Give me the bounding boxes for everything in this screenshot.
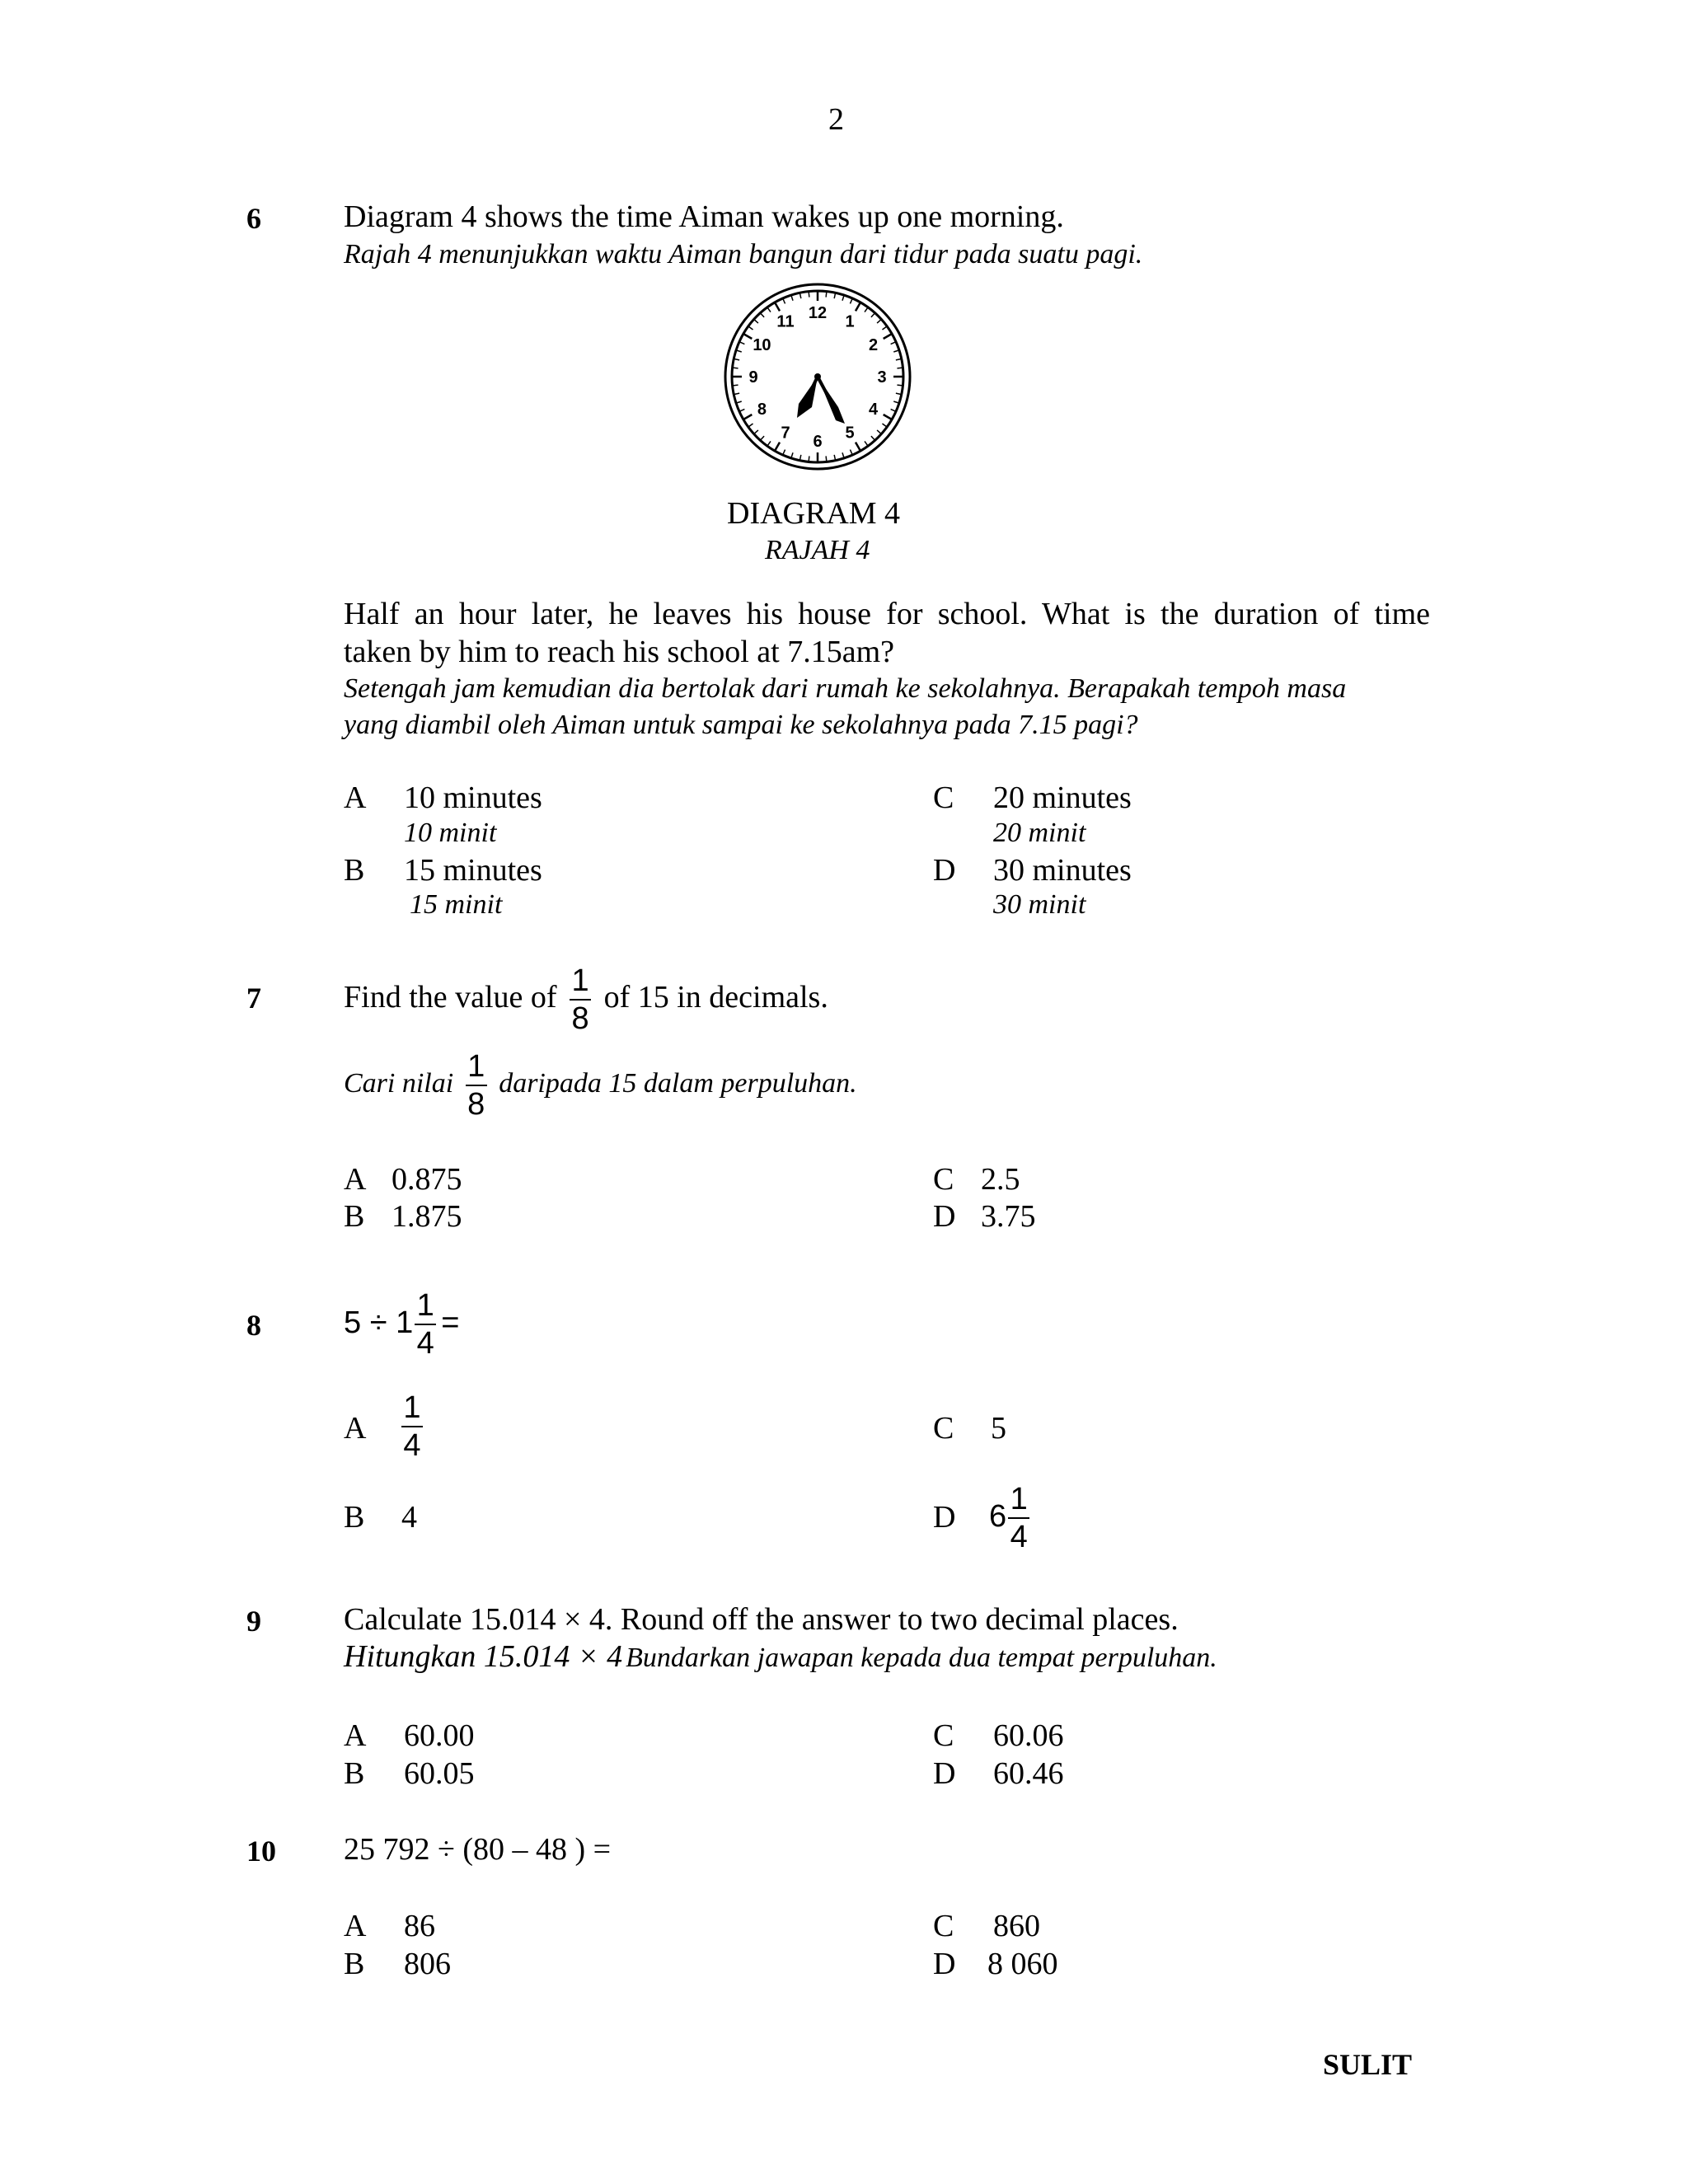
question-number-9: 9 <box>246 1605 261 1638</box>
q7-option-c-value: 2.5 <box>981 1162 1020 1197</box>
question-number-8: 8 <box>246 1309 261 1342</box>
q7-text-my-before: Cari nilai <box>344 1068 454 1099</box>
footer-sulit: SULIT <box>1323 2048 1413 2081</box>
clock-tick <box>865 441 868 446</box>
clock-tick <box>893 401 899 403</box>
diagram-label-my: RAJAH 4 <box>765 535 870 565</box>
clock-tick <box>754 430 758 434</box>
q8-expression <box>344 1273 459 1372</box>
clock-tick <box>775 443 780 451</box>
clock-number: 3 <box>877 368 887 387</box>
clock-number: 12 <box>808 304 828 322</box>
q10-option-a-letter[interactable]: A <box>344 1909 367 1943</box>
clock-tick <box>733 385 738 386</box>
clock-number: 6 <box>813 433 823 451</box>
option-d-whole: 6 <box>989 1499 1007 1534</box>
option-d-fraction <box>1008 1483 1029 1554</box>
question-number-10: 10 <box>246 1835 276 1868</box>
q6-option-a-letter[interactable]: A <box>344 780 367 815</box>
q7-option-b-value: 1.875 <box>392 1199 462 1234</box>
q8-expr-after: = <box>441 1305 460 1340</box>
fraction-denominator: 8 <box>571 1001 589 1037</box>
q8-fraction <box>415 1289 436 1360</box>
clock-number: 11 <box>776 312 795 331</box>
clock-tick <box>760 436 764 440</box>
clock-tick <box>775 302 780 311</box>
q6-option-c-letter[interactable]: C <box>933 780 954 815</box>
q6-option-c-en: 20 minutes <box>993 780 1132 815</box>
clock-tick <box>877 430 881 434</box>
q9-option-d-letter[interactable]: D <box>933 1756 956 1791</box>
clock-tick <box>736 350 742 352</box>
q6-follow-my-1: Setengah jam kemudian dia bertolak dari rumah ke sekolahnya. Berapakah tempoh masa <box>344 673 1347 704</box>
clock-number: 10 <box>753 336 771 354</box>
q9-option-c-letter[interactable]: C <box>933 1718 954 1753</box>
q7-fraction-my <box>466 1050 487 1121</box>
q10-option-c-letter[interactable]: C <box>933 1909 954 1943</box>
clock-number: 5 <box>845 424 855 443</box>
option-a-fraction <box>401 1391 423 1462</box>
clock-tick <box>791 452 793 458</box>
fraction-denominator: 4 <box>416 1325 434 1361</box>
clock-tick <box>871 313 875 317</box>
clock-tick <box>826 456 827 462</box>
q8-option-b-letter[interactable]: B <box>344 1500 365 1535</box>
q6-follow-en-2: taken by him to reach his school at 7.15am? <box>344 635 894 669</box>
q7-option-d-letter[interactable]: D <box>933 1199 956 1234</box>
q9-text-en: Calculate 15.014 × 4. Round off the answer to two decimal places. <box>344 1602 1179 1637</box>
q10-option-a-value: 86 <box>404 1909 435 1943</box>
clock-tick <box>754 319 758 323</box>
fraction-bar <box>1008 1517 1029 1519</box>
clock-number: 9 <box>748 368 758 387</box>
q6-option-b-my: 15 minit <box>410 889 503 920</box>
clock-tick <box>882 326 887 330</box>
clock-tick <box>743 334 752 339</box>
fraction-bar <box>466 1085 487 1086</box>
q7-text-en-before: Find the value of <box>344 980 557 1015</box>
clock-tick <box>842 295 844 301</box>
q6-option-d-my: 30 minit <box>993 889 1086 920</box>
q6-text-my: Rajah 4 menunjukkan waktu Aiman bangun dari tidur pada suatu pagi. <box>344 239 1143 269</box>
clock-tick <box>877 319 881 323</box>
q7-text-my <box>344 1043 857 1125</box>
q10-expression: 25 792 ÷ (80 – 48 ) = <box>344 1832 612 1867</box>
fraction-numerator: 1 <box>467 1049 485 1085</box>
q6-text-en: Diagram 4 shows the time Aiman wakes up one morning. <box>344 199 1064 234</box>
clock-number: 8 <box>757 401 767 419</box>
fraction-numerator: 1 <box>403 1390 421 1425</box>
clock-tick <box>884 415 892 419</box>
clock-number: 7 <box>781 424 790 443</box>
q7-fraction <box>570 964 591 1035</box>
clock-tick <box>856 443 860 451</box>
q10-option-d-value: 8 060 <box>987 1947 1058 1981</box>
q6-option-d-en: 30 minutes <box>993 853 1132 888</box>
question-number-6: 6 <box>246 202 261 235</box>
clock-number: 1 <box>845 312 855 331</box>
q6-option-c-my: 20 minit <box>993 818 1086 848</box>
clock-tick <box>882 424 887 427</box>
clock-tick <box>760 313 764 317</box>
q7-text-en-after: of 15 in decimals. <box>603 980 828 1015</box>
q6-follow-my-2: yang diambil oleh Aiman untuk sampai ke sekolahnya pada 7.15 pagi? <box>344 710 1138 740</box>
q7-option-d-value: 3.75 <box>981 1199 1036 1234</box>
page-number: 2 <box>828 102 844 137</box>
q8-option-c-value: 5 <box>991 1411 1006 1446</box>
q9-option-c-value: 60.06 <box>993 1718 1064 1753</box>
q8-option-d-mixed <box>989 1475 1034 1558</box>
clock-tick <box>743 415 752 419</box>
q10-option-d-letter[interactable]: D <box>933 1947 956 1981</box>
question-number-7: 7 <box>246 982 261 1015</box>
diagram-label: DIAGRAM 4 <box>727 496 901 531</box>
clock-tick <box>736 401 742 403</box>
clock-tick <box>856 302 860 311</box>
fraction-denominator: 4 <box>1010 1519 1028 1554</box>
fraction-denominator: 8 <box>467 1087 485 1122</box>
q7-option-b-letter[interactable]: B <box>344 1199 365 1234</box>
fraction-bar <box>570 999 591 1001</box>
q8-option-d-letter[interactable]: D <box>933 1500 956 1535</box>
fraction-bar <box>401 1426 423 1427</box>
clock-tick <box>842 452 844 458</box>
clock-tick <box>884 334 892 339</box>
clock-tick <box>865 307 868 312</box>
q6-option-b-en: 15 minutes <box>404 853 542 888</box>
q8-option-b-value: 4 <box>401 1500 417 1535</box>
q9-option-a-letter[interactable]: A <box>344 1718 367 1753</box>
clock-tick <box>791 295 793 301</box>
clock-tick <box>767 441 771 446</box>
fraction-numerator: 1 <box>571 963 589 999</box>
q8-expr-before: 5 ÷ 1 <box>344 1305 414 1340</box>
q8-option-c-letter[interactable]: C <box>933 1411 954 1446</box>
clock-tick <box>767 307 771 312</box>
q9-text-my <box>344 1638 1217 1675</box>
q6-follow-en-1: Half an hour later, he leaves his house for school. What is the duration of time <box>344 597 1430 631</box>
q9-option-d-value: 60.46 <box>993 1756 1064 1791</box>
q9-text-my-b: Bundarkan jawapan kepada dua tempat perpuluhan. <box>626 1643 1217 1673</box>
q6-option-b-letter[interactable]: B <box>344 853 365 888</box>
q9-option-b-value: 60.05 <box>404 1756 475 1791</box>
q7-option-a-letter[interactable]: A <box>344 1162 367 1197</box>
q7-text-en <box>344 956 828 1038</box>
q10-option-b-value: 806 <box>404 1947 451 1981</box>
q6-option-a-en: 10 minutes <box>404 780 542 815</box>
q9-text-my-a: Hitungkan 15.014 × 4 <box>344 1639 623 1674</box>
q7-option-a-value: 0.875 <box>392 1162 462 1197</box>
q8-option-a-letter[interactable]: A <box>344 1411 367 1446</box>
clock-tick <box>826 292 827 298</box>
clock-tick <box>748 326 753 330</box>
q10-option-c-value: 860 <box>993 1909 1040 1943</box>
clock-tick <box>897 385 903 386</box>
fraction-denominator: 4 <box>403 1428 421 1463</box>
clock-number: 4 <box>868 401 879 419</box>
q7-option-c-letter[interactable]: C <box>933 1162 954 1197</box>
q7-text-my-after: daripada 15 dalam perpuluhan. <box>499 1068 857 1099</box>
q9-option-b-letter[interactable]: B <box>344 1756 365 1791</box>
q8-option-a-fraction <box>401 1391 423 1462</box>
q9-option-a-value: 60.00 <box>404 1718 475 1753</box>
clock-number: 2 <box>868 336 879 354</box>
fraction-bar <box>415 1324 436 1325</box>
clock-tick <box>748 424 753 427</box>
clock-tick <box>893 350 899 352</box>
fraction-numerator: 1 <box>1010 1481 1028 1516</box>
q10-option-b-letter[interactable]: B <box>344 1947 365 1981</box>
q6-option-d-letter[interactable]: D <box>933 853 956 888</box>
clock-tick <box>871 436 875 440</box>
q6-option-a-my: 10 minit <box>404 818 497 848</box>
fraction-numerator: 1 <box>416 1287 434 1323</box>
clock-diagram <box>723 282 912 471</box>
